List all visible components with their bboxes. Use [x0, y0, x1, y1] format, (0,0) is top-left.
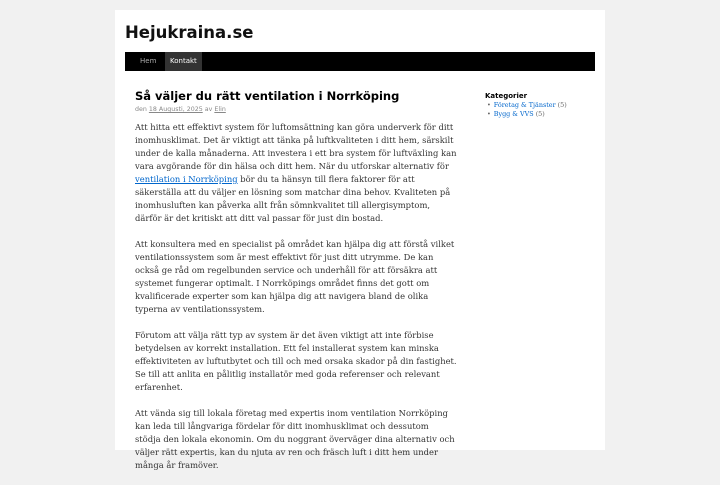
meta-prefix: den [135, 106, 147, 113]
bullet-icon: • [487, 101, 491, 109]
categories-title: Kategorier [485, 92, 528, 100]
page-container [115, 10, 605, 470]
menu-item-kontakt[interactable]: Kontakt [165, 52, 202, 71]
category-link-bygg-vvs[interactable]: Bygg & VVS [493, 110, 534, 118]
post-paragraph-3: Förutom att välja rätt typ av system är det även viktigt att inte förbise betydelsen av korrekt installation. Ett fel installerat system kan minska effektiviteten av luftutbytet och till och med orsaka skador på din fastighet. Se till att anlita en pålitlig installatör med goda referenser och relevant erfarenhet. [135, 330, 457, 392]
category-link-foretag-tjanster[interactable]: Företag & Tjänster [493, 101, 556, 109]
post-title[interactable]: Så väljer du rätt ventilation i Norrköping [135, 89, 400, 103]
paragraph-text: bör du ta hänsyn till flera faktorer för att säkerställa att du väljer en lösning som matchar dina behov. Kvaliteten på inomhusluften kan påverka allt från sömnkvalitet till allergisymptom, därför är det kritiskt att ditt val passar för just din bostad. [135, 174, 451, 223]
post-content [135, 88, 457, 485]
ventilation-link[interactable]: ventilation i Norrköping [135, 174, 238, 184]
post-paragraph-1 [135, 121, 457, 225]
menu-item-hem[interactable]: Hem [140, 57, 157, 65]
category-item [487, 110, 600, 119]
category-item [487, 101, 600, 110]
main-menu [125, 52, 595, 71]
site-title[interactable]: Hejukraina.se [125, 23, 254, 42]
meta-by: av [204, 106, 213, 113]
category-list [485, 101, 600, 119]
post-meta [135, 106, 457, 113]
paragraph-text: Att hitta ett effektivt system för luftomsättning kan göra underverk för ditt inomhusklimat. Det är viktigt att tänka på luftkvaliteten i ditt hem, särskilt under de kalla månaderna. Att investera i ett bra system för luftväxling kan vara avgörande för din hälsa och ditt hem. När du utforskar alternativ för [135, 122, 457, 171]
post-date-link[interactable]: 18 Augusti, 2025 [148, 106, 203, 113]
category-count: (5) [557, 101, 567, 109]
category-count: (5) [535, 110, 545, 118]
author-link[interactable]: Elin [214, 106, 226, 113]
bullet-icon: • [487, 110, 491, 118]
post-paragraph-2: Att konsultera med en specialist på området kan hjälpa dig att förstå vilket ventilationssystem som är mest effektivt för just ditt utrymme. De kan också ge råd om regelbunden service och underhåll för att försäkra att systemet fungerar optimalt. I Norrköpings området finns det gott om kvalificerade experter som kan hjälpa dig att navigera bland de olika typerna av ventilationssystem. [135, 239, 455, 314]
post-paragraph-4: Att vända sig till lokala företag med expertis inom ventilation Norrköping kan leda till långvariga fördelar för ditt inomhusklimat och dessutom stödja den lokala ekonomin. Om du noggrant överväger dina alternativ och väljer rätt expertis, kan du njuta av ren och fräsch luft i ditt hem under många år framöver. [135, 408, 455, 470]
sidebar [485, 92, 600, 119]
